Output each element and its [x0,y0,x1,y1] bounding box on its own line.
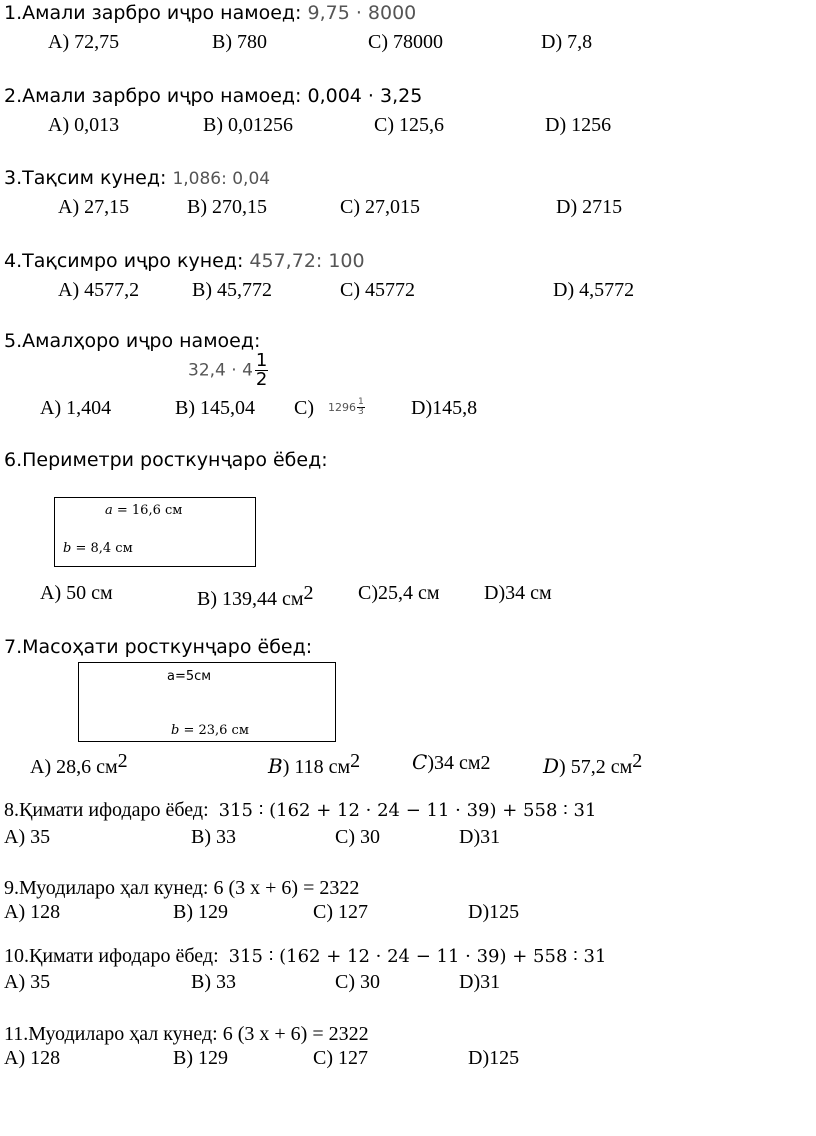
q8-stem: 8.Қимати ифодаро ёбед: 315 ∶ (162 + 12 · 24 − 11 · 39) + 558 ∶ 31 [4,799,597,821]
q3-stem: 3.Тақсим кунед: 1,086: 0,04 [4,167,271,189]
q11-option-c[interactable]: C) 127 [313,1047,368,1069]
q5-option-a[interactable]: A) 1,404 [40,397,112,419]
q8-option-a[interactable]: A) 35 [4,826,51,848]
q5-option-c[interactable]: C) [294,397,314,419]
q7-option-b[interactable]: 𝐵) 118 $см^2$ [268,750,361,778]
q9-stem: 9.Муодиларо ҳал кунед: 6 (3 x + 6) = 2322 [4,877,360,899]
q7-option-c[interactable]: 𝐶)34 см2 [412,750,491,774]
q6-option-d[interactable]: D)34 см [484,582,552,604]
q5-expression: 32,4 · 4 $\frac{1}{2}$ [188,350,268,390]
q6-option-b[interactable]: B) 139,44 $см^2$ [197,582,314,610]
q7-option-d[interactable]: 𝐷) 57,2 $см^2$ [543,750,643,778]
q4-expression: 457,72: 100 [249,250,365,272]
q2-option-a[interactable]: A) 0,013 [48,114,120,136]
q7-stem: 7.Масоҳати росткунҷаро ёбед: [4,636,313,658]
q4-option-c[interactable]: C) 45772 [340,279,415,301]
q7-option-a[interactable]: A) 28,6 $см^2$ [30,750,128,778]
q4-stem: 4.Тақсимро иҷро кунед: 457,72: 100 [4,250,365,272]
q10-option-c[interactable]: C) 30 [335,971,380,993]
q4-option-d[interactable]: D) 4,5772 [553,279,635,301]
q4-option-a[interactable]: A) 4577,2 [58,279,140,301]
q10-option-d[interactable]: D)31 [459,971,501,993]
q1-option-d[interactable]: D) 7,8 [541,31,593,53]
q5-fraction: $\frac{1}{2}$ [255,350,268,390]
q8-option-d[interactable]: D)31 [459,826,501,848]
q3-expression: 1,086: 0,04 [172,169,271,189]
q9-option-a[interactable]: A) 128 [4,901,61,923]
q10-option-a[interactable]: A) 35 [4,971,51,993]
q2-option-b[interactable]: B) 0,01256 [203,114,293,136]
q1-stem: 1.Амали зарбро иҷро намоед: 9,75 · 8000 [4,2,417,24]
q8-option-b[interactable]: B) 33 [191,826,236,848]
q9-option-d[interactable]: D)125 [468,901,520,923]
q8-expression: 315 ∶ (162 + 12 · 24 − 11 · 39) + 558 ∶ 31 [218,800,597,821]
q1-expression: 9,75 · 8000 [307,2,417,24]
q7-side-b-label: 𝑏 = 23,6 см [171,723,249,738]
q7-rectangle [78,662,336,742]
q11-stem: 11.Муодиларо ҳал кунед: 6 (3 x + 6) = 2322 [4,1023,369,1045]
q6-side-b-label: 𝑏 = 8,4 см [63,541,133,556]
q11-option-a[interactable]: A) 128 [4,1047,61,1069]
q2-stem: 2.Амали зарбро иҷро намоед: 0,004 · 3,25 [4,85,423,107]
q2-option-d[interactable]: D) 1256 [545,114,612,136]
q8-option-c[interactable]: C) 30 [335,826,380,848]
q5-option-c-value[interactable]: 1296 $\frac{1}{3}$ [328,397,364,417]
q7-side-a-label: a=5см [167,669,212,684]
q9-option-b[interactable]: B) 129 [173,901,228,923]
q11-option-b[interactable]: B) 129 [173,1047,228,1069]
q1-option-c[interactable]: C) 78000 [368,31,443,53]
q10-option-b[interactable]: B) 33 [191,971,236,993]
q3-option-b[interactable]: B) 270,15 [187,196,267,218]
q3-option-c[interactable]: C) 27,015 [340,196,420,218]
q2-option-c[interactable]: C) 125,6 [374,114,444,136]
q1-option-a[interactable]: A) 72,75 [48,31,120,53]
q3-option-a[interactable]: A) 27,15 [58,196,130,218]
q5-option-b[interactable]: B) 145,04 [175,397,255,419]
q2-expression: 0,004 · 3,25 [307,85,423,107]
q10-expression: 315 ∶ (162 + 12 · 24 − 11 · 39) + 558 ∶ 31 [228,946,607,967]
q6-option-a[interactable]: A) 50 см [40,582,113,604]
q10-stem: 10.Қимати ифодаро ёбед: 315 ∶ (162 + 12 · 24 − 11 · 39) + 558 ∶ 31 [4,945,607,967]
q4-option-b[interactable]: B) 45,772 [192,279,272,301]
q6-stem: 6.Периметри росткунҷаро ёбед: [4,449,328,471]
q6-rectangle [54,497,256,567]
q3-option-d[interactable]: D) 2715 [556,196,623,218]
q6-option-c[interactable]: C)25,4 см [358,582,440,604]
q9-option-c[interactable]: C) 127 [313,901,368,923]
q5-stem: 5.Амалҳоро иҷро намоед: [4,330,261,352]
q5-option-d[interactable]: D)145,8 [411,397,478,419]
q11-option-d[interactable]: D)125 [468,1047,520,1069]
q1-option-b[interactable]: B) 780 [212,31,267,53]
q6-side-a-label: 𝑎 = 16,6 см [105,503,183,518]
